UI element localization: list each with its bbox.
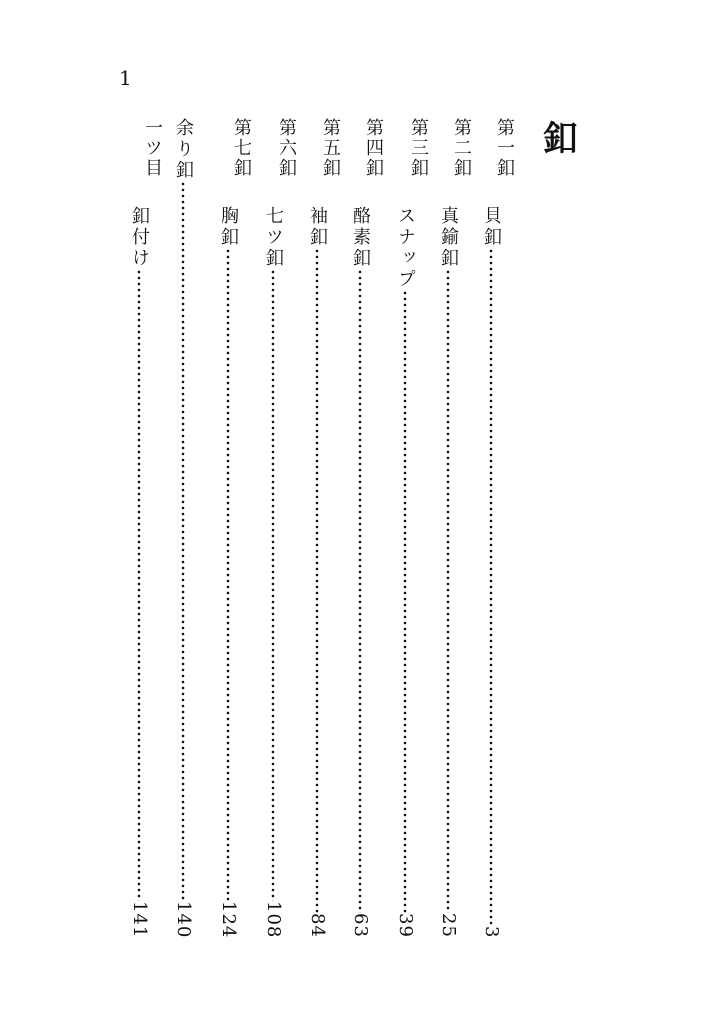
toc-title: 酪素釦 (350, 206, 371, 269)
toc-entry[interactable] (433, 118, 472, 938)
page-title: 釦 (537, 120, 577, 156)
toc-entry[interactable] (168, 118, 198, 938)
toc-entry[interactable] (302, 118, 341, 938)
toc-page-number: 3 (481, 925, 502, 938)
toc-page-number: 63 (350, 913, 371, 938)
toc-entry[interactable] (476, 118, 515, 938)
toc-leader-dots (215, 248, 241, 901)
toc-page-number: 39 (395, 913, 416, 938)
toc-entry[interactable] (124, 118, 163, 938)
toc-leader-dots (304, 248, 330, 913)
toc-title: 胸釦 (218, 206, 239, 248)
toc-leader-dots (347, 269, 373, 913)
toc-entry[interactable] (213, 118, 252, 938)
toc-page-number: 140 (173, 900, 194, 938)
toc-page-number: 108 (263, 900, 284, 938)
toc-leader-dots (170, 181, 196, 901)
toc-chapter: 第五釦 (320, 118, 341, 178)
toc-page-number: 84 (307, 913, 328, 938)
toc-page-number: 124 (218, 900, 239, 938)
toc-chapter: 第一釦 (494, 118, 515, 178)
toc-page-number: 25 (438, 913, 459, 938)
toc-leader-dots (126, 269, 152, 901)
toc-chapter: 一ツ目 (142, 118, 163, 178)
toc-chapter: 第七釦 (231, 118, 252, 178)
toc-leader-dots (435, 269, 461, 913)
toc-title: 真鍮釦 (438, 206, 459, 269)
toc-chapter: 第六釦 (276, 118, 297, 178)
toc-title: 貝釦 (481, 206, 502, 248)
toc-title: 釦付け (129, 206, 150, 269)
toc-leader-dots (260, 269, 286, 901)
toc-entry[interactable] (390, 118, 429, 938)
toc-title: 七ツ釦 (263, 206, 284, 269)
toc-chapter: 第四釦 (363, 118, 384, 178)
toc-leader-dots (478, 248, 504, 926)
toc-entry[interactable] (345, 118, 384, 938)
toc-title: スナップ (395, 206, 416, 290)
toc-chapter: 第二釦 (451, 118, 472, 178)
toc-entry[interactable] (258, 118, 297, 938)
toc-leader-dots (392, 290, 418, 913)
page-number: 1 (119, 66, 132, 90)
toc-title: 袖釦 (307, 206, 328, 248)
toc-page-number: 141 (129, 900, 150, 938)
toc-title: 余り釦 (173, 118, 194, 181)
toc-chapter: 第三釦 (408, 118, 429, 178)
